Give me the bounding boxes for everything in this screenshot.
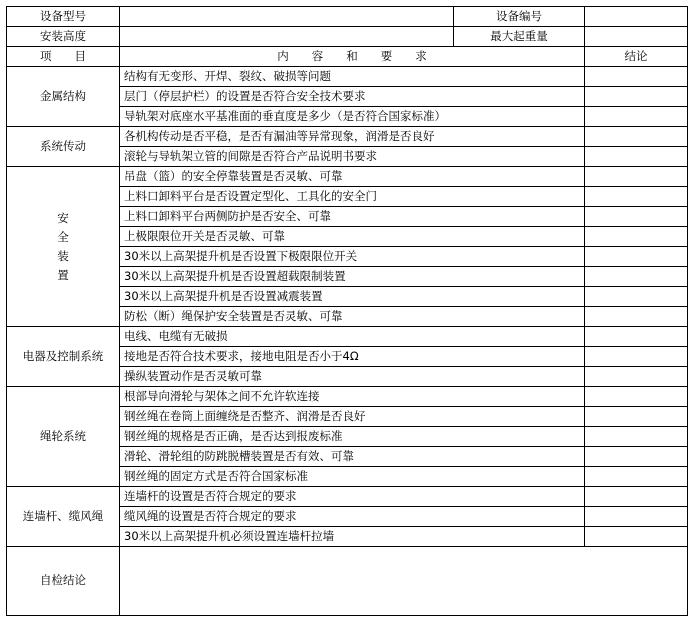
check-item: 防松（断）绳保护安全装置是否灵敏、可靠 [120,307,585,327]
check-item: 上极限限位开关是否灵敏、可靠 [120,227,585,247]
check-result[interactable] [585,307,688,327]
check-item: 缆风绳的设置是否符合规定的要求 [120,507,585,527]
check-result[interactable] [585,487,688,507]
check-result[interactable] [585,287,688,307]
self-check-value[interactable] [120,547,688,616]
check-result[interactable] [585,87,688,107]
check-item: 上料口卸料平台两侧防护是否安全、可靠 [120,207,585,227]
device-number-value[interactable] [585,7,688,27]
column-header-conclusion: 结论 [585,47,688,67]
check-result[interactable] [585,127,688,147]
section-transmission: 系统传动 [7,127,120,167]
check-result[interactable] [585,367,688,387]
max-lift-value[interactable] [585,27,688,47]
check-result[interactable] [585,227,688,247]
check-result[interactable] [585,207,688,227]
section-char: 装 [57,248,69,263]
column-header-item: 项 目 [7,47,120,67]
check-item: 30米以上高架提升机是否设置下极限限位开关 [120,247,585,267]
section-char: 全 [57,229,69,244]
check-result[interactable] [585,67,688,87]
section-safety-devices [7,167,120,327]
max-lift-label: 最大起重量 [454,27,585,47]
device-model-value[interactable] [120,7,454,27]
check-result[interactable] [585,347,688,367]
check-item: 钢丝绳的固定方式是否符合国家标准 [120,467,585,487]
check-item: 吊盘（篮）的安全停靠装置是否灵敏、可靠 [120,167,585,187]
check-item: 层门（停层护栏）的设置是否符合安全技术要求 [120,87,585,107]
check-result[interactable] [585,167,688,187]
check-result[interactable] [585,427,688,447]
check-result[interactable] [585,507,688,527]
device-number-label: 设备编号 [454,7,585,27]
section-metal-structure: 金属结构 [7,67,120,127]
check-item: 30米以上高架提升机是否设置减震装置 [120,287,585,307]
section-char: 置 [57,267,69,282]
check-result[interactable] [585,387,688,407]
check-item: 电线、电缆有无破损 [120,327,585,347]
section-rope-pulley: 绳轮系统 [7,387,120,487]
check-item: 上料口卸料平台是否设置定型化、工具化的安全门 [120,187,585,207]
install-height-value[interactable] [120,27,454,47]
install-height-label: 安装高度 [7,27,120,47]
check-result[interactable] [585,247,688,267]
check-result[interactable] [585,107,688,127]
check-result[interactable] [585,327,688,347]
check-item: 操纵装置动作是否灵敏可靠 [120,367,585,387]
section-char: 安 [57,210,69,225]
check-item: 钢丝绳在卷筒上面缠绕是否整齐、润滑是否良好 [120,407,585,427]
check-item: 30米以上高架提升机是否设置超载限制装置 [120,267,585,287]
check-result[interactable] [585,147,688,167]
check-result[interactable] [585,447,688,467]
check-item: 钢丝绳的规格是否正确，是否达到报废标准 [120,427,585,447]
device-model-label: 设备型号 [7,7,120,27]
check-item: 导轨架对底座水平基准面的垂直度是多少（是否符合国家标准） [120,107,585,127]
inspection-table [6,6,688,616]
check-result[interactable] [585,267,688,287]
section-electrical-control: 电器及控制系统 [7,327,120,387]
check-item: 各机构传动是否平稳，是否有漏油等异常现象，润滑是否良好 [120,127,585,147]
check-result[interactable] [585,467,688,487]
self-check-label: 自检结论 [7,547,120,616]
check-item: 滑轮、滑轮组的防跳脱槽装置是否有效、可靠 [120,447,585,467]
check-item: 接地是否符合技术要求，接地电阻是否小于4Ω [120,347,585,367]
column-header-content: 内 容 和 要 求 [120,47,585,67]
check-result[interactable] [585,187,688,207]
check-item: 滚轮与导轨架立管的间隙是否符合产品说明书要求 [120,147,585,167]
check-result[interactable] [585,527,688,547]
check-item: 结构有无变形、开焊、裂纹、破损等问题 [120,67,585,87]
section-wall-ties-guy-ropes: 连墙杆、缆风绳 [7,487,120,547]
check-item: 连墙杆的设置是否符合规定的要求 [120,487,585,507]
check-result[interactable] [585,407,688,427]
check-item: 根部导向滑轮与架体之间不允许软连接 [120,387,585,407]
check-item: 30米以上高架提升机必须设置连墙杆拉墙 [120,527,585,547]
